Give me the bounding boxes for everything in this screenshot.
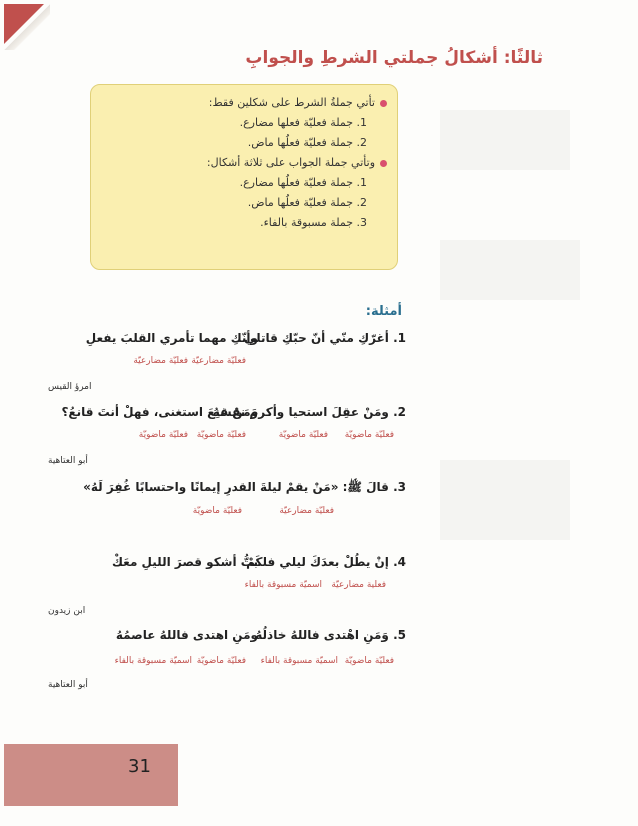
example-1-right (244, 331, 406, 345)
bullet-icon (380, 100, 387, 107)
example-2-left: ومَنْ قنِعَ استغنى، فهلْ أنتَ قانعُ؟ (61, 405, 258, 419)
rule-line: 2. جملة فعليّة فعلُها ماض. (247, 136, 367, 149)
example-number: 5. (393, 628, 406, 642)
annotation: فعليّة ماضويّة (196, 656, 246, 666)
example-number: 3. (393, 480, 406, 494)
section-title: ثالثًا: أشكالُ جملتي الشرطِ والجوابِ (245, 48, 543, 68)
rule-line (101, 153, 387, 173)
bleed-through (440, 110, 570, 170)
rule-line: 1. جملة فعليّة فعلها مضارع. (239, 116, 367, 129)
annotation: اسميّة مسبوقة بالفاء (260, 656, 338, 666)
rule-text: تأتي جملةُ الشرط على شكلين فقط: (208, 96, 375, 109)
bleed-through (440, 460, 570, 540)
example-5-right (255, 628, 406, 642)
example-number: 4. (393, 555, 406, 569)
page-number: 31 (128, 756, 151, 777)
bleed-through (440, 240, 580, 300)
annotation: فعليّة ماضويّة (278, 430, 328, 440)
annotation: فعليّة مضارعيّة (133, 356, 188, 366)
rule-line: 3. جملة مسبوقة بالفاء. (260, 216, 367, 229)
examples-heading: أمثلة: (365, 304, 402, 319)
rule-line (101, 93, 387, 113)
poet-name: أبو العتاهية (48, 456, 88, 466)
annotation: فعليّة مضارعيّة (279, 506, 334, 516)
verse-text: ومَنْ عقِلَ استحيا وأكرمَ نفسَهُ (212, 405, 389, 419)
rule-line: 2. جملة فعليّة فعلُها ماض. (247, 196, 367, 209)
example-3 (83, 480, 406, 497)
rules-box (90, 84, 398, 270)
verse-text: أغرّكِ منّي أنّ حبّكِ قاتلي (243, 331, 389, 345)
annotation: فعليّة ماضويّة (138, 430, 188, 440)
example-4-right (246, 555, 406, 569)
annotation: فعليّة ماضويّة (192, 506, 242, 516)
bullet-icon (380, 160, 387, 167)
hadith-text: قالَ ﷺ: «مَنْ يقمْ ليلةَ القدرِ إيمانًا واحتسابًا غُفِرَ لَهُ» (83, 480, 389, 494)
rule-text: وتأتي جملة الجواب على ثلاثة أشكال: (206, 156, 375, 169)
annotation: اسميّة مسبوقة بالفاء (244, 580, 322, 590)
annotation: فعليّة ماضويّة (196, 430, 246, 440)
example-5-left: ومَنِ اهتدى فاللهُ عاصمُهُ (115, 628, 258, 642)
poet-name: ابن زيدون (48, 606, 86, 616)
example-4-left: بتُّ أشكو قصرَ الليلِ معَكْ (112, 555, 258, 569)
annotation: اسميّة مسبوقة بالفاء (114, 656, 192, 666)
annotation: فعليّة ماضويّة (344, 430, 394, 440)
annotation: فعليّة مضارعيّة (191, 356, 246, 366)
verse-text: وَمَنِ اهْتدى فاللهُ خاذلُهُ (255, 628, 389, 642)
poet-name: امرؤ القيس (48, 382, 92, 392)
example-number: 2. (393, 405, 406, 419)
rule-line: 1. جملة فعليّة فعلُها مضارع. (239, 176, 367, 189)
example-number: 1. (393, 331, 406, 345)
example-1-left: وأنّكِ مهما تأمري القلبَ يفعلِ (85, 331, 258, 345)
page-footer-band (4, 744, 178, 806)
poet-name: أبو العتاهية (48, 680, 88, 690)
verse-text: إنْ يطُلْ بعدَكَ ليلي فلكَمْ (246, 555, 389, 569)
corner-decoration (4, 4, 44, 44)
annotation: فعلية مضارعيّة (331, 580, 386, 590)
annotation: فعليّة ماضويّة (344, 656, 394, 666)
